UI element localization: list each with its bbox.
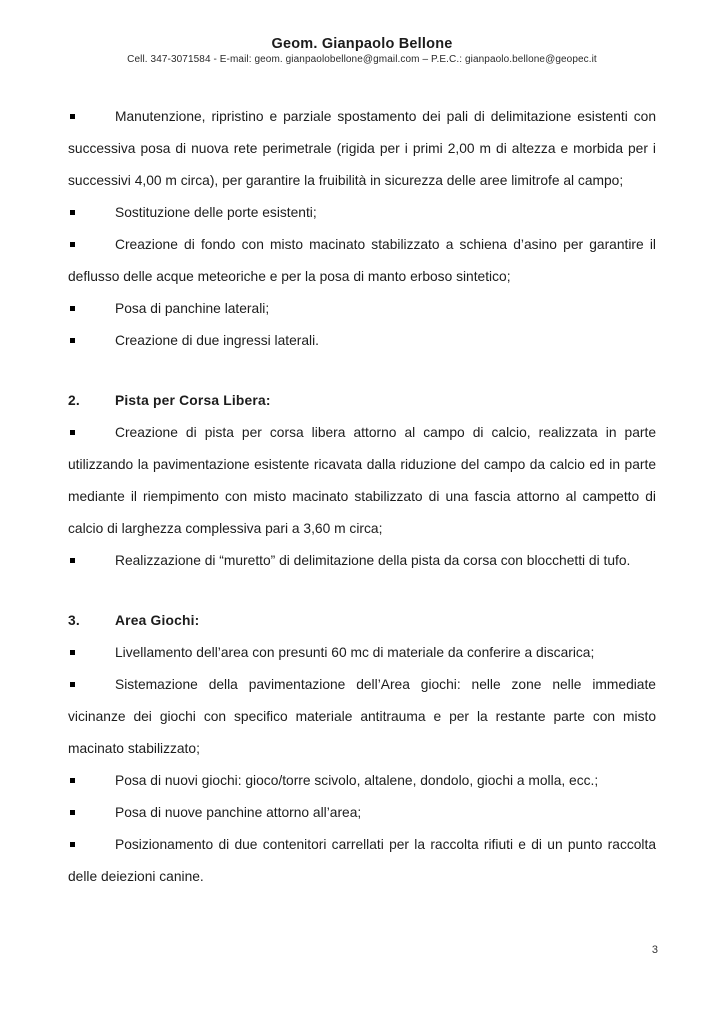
list-item [68,293,656,325]
list-item [68,417,656,545]
bullet-icon [70,210,75,215]
bullet-icon [70,430,75,435]
list-item-text: Posa di panchine laterali; [115,301,270,316]
list-item [68,637,656,669]
list-item [68,545,656,577]
contact-line: Cell. 347-3071584 - E-mail: geom. gianpaolobellone@gmail.com – P.E.C.: gianpaolo.bellone@geopec.it [127,54,597,65]
section-number: 2. [68,393,80,408]
list-item-text: Sostituzione delle porte esistenti; [115,205,317,220]
section-title: Area Giochi: [115,613,200,628]
list-item [68,101,656,197]
bullet-icon [70,682,75,687]
list-item-text: Creazione di fondo con misto macinato stabilizzato a schiena d’asino per garantire il deflusso delle acque meteoriche e per la posa di manto erboso sintetico; [68,237,656,284]
list-item [68,829,656,893]
page-number: 3 [651,944,658,956]
bullet-icon [70,114,75,119]
section-number: 3. [68,613,80,628]
list-item-text: Posa di nuove panchine attorno all’area; [115,805,362,820]
list-item-text: Creazione di pista per corsa libera attorno al campo di calcio, realizzata in parte utilizzando la pavimentazione esistente ricavata dalla riduzione del campo da calcio ed in parte mediante il riempimento con misto macinato stabilizzato di una fascia attorno al campetto di calcio di larghezza complessiva pari a 3,60 m circa; [68,425,656,536]
list-item-text: Sistemazione della pavimentazione dell’Area giochi: nelle zone nelle immediate vicinanze dei giochi con specifico materiale antitrauma e per la restante parte con misto macinato stabilizzato; [68,677,656,756]
document-header [0,0,724,67]
list-item-text: Posizionamento di due contenitori carrellati per la raccolta rifiuti e di un punto raccolta delle deiezioni canine. [68,837,656,884]
bullet-icon [70,650,75,655]
list-item-text: Posa di nuovi giochi: gioco/torre scivolo, altalene, dondolo, giochi a molla, ecc.; [115,773,599,788]
section-title: Pista per Corsa Libera: [115,393,271,408]
list-item-text: Livellamento dell’area con presunti 60 mc di materiale da conferire a discarica; [115,645,595,660]
list-item-text: Realizzazione di “muretto” di delimitazione della pista da corsa con blocchetti di tufo. [115,553,631,568]
list-item [68,765,656,797]
list-item [68,797,656,829]
author-name: Geom. Gianpaolo Bellone [271,36,453,52]
list-item-text: Creazione di due ingressi laterali. [115,333,319,348]
list-item-text: Manutenzione, ripristino e parziale spostamento dei pali di delimitazione esistenti con successiva posa di nuova rete perimetrale (rigida per i primi 2,00 m di altezza e morbida per i successivi 4,00 m circa), per garantire la fruibilità in sicurezza delle aree limitrofe al campo; [68,109,656,188]
bullet-icon [70,558,75,563]
bullet-icon [70,778,75,783]
list-item [68,669,656,765]
document-body [68,101,656,893]
section-heading-pista [68,385,656,417]
bullet-icon [70,306,75,311]
section-heading-area-giochi [68,605,656,637]
list-item [68,325,656,357]
list-item [68,197,656,229]
bullet-icon [70,810,75,815]
bullet-icon [70,242,75,247]
list-item [68,229,656,293]
bullet-icon [70,338,75,343]
bullet-icon [70,842,75,847]
